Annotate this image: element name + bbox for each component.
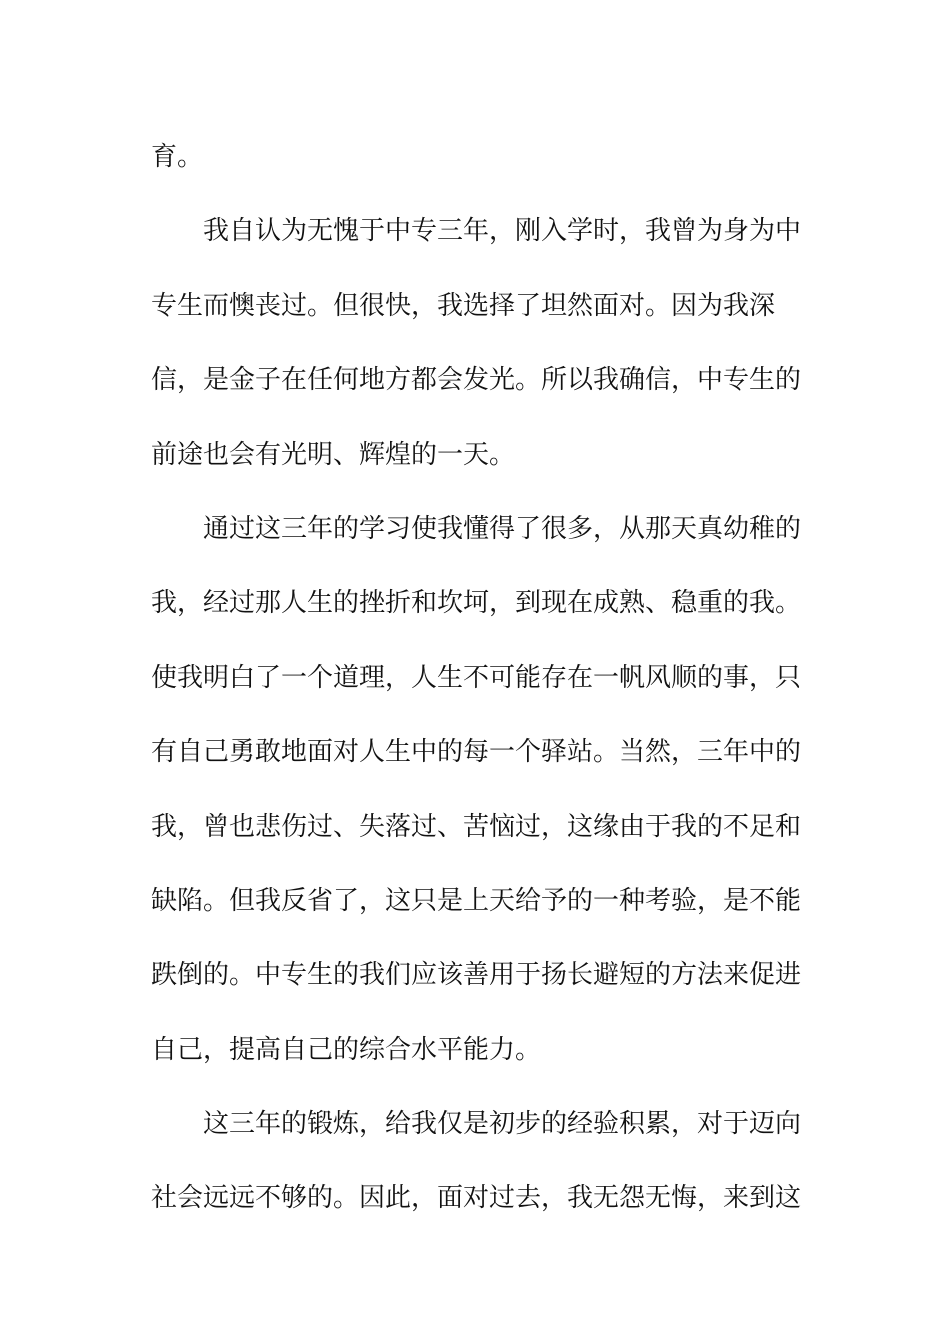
text-line: 跌倒的。中专生的我们应该善用于扬长避短的方法来促进 (151, 960, 801, 991)
text-line: 使我明白了一个道理，人生不可能存在一帆风顺的事，只 (151, 662, 801, 693)
text-line: 信，是金子在任何地方都会发光。所以我确信，中专生的 (151, 365, 801, 396)
paragraph-first-line: 通过这三年的学习使我懂得了很多，从那天真幼稚的 (203, 513, 801, 544)
text-line: 社会远远不够的。因此，面对过去，我无怨无悔，来到这 (151, 1183, 801, 1214)
text-line: 育。 (151, 142, 204, 172)
text-line: 我，曾也悲伤过、失落过、苦恼过，这缘由于我的不足和 (151, 811, 801, 842)
text-line: 专生而懊丧过。但很快，我选择了坦然面对。因为我深 (151, 290, 776, 321)
paragraph-first-line: 我自认为无愧于中专三年，刚入学时，我曾为身为中 (203, 216, 801, 247)
text-line: 有自己勇敢地面对人生中的每一个驿站。当然，三年中的 (151, 737, 801, 768)
text-line: 自己，提高自己的综合水平能力。 (151, 1034, 542, 1065)
text-line: 缺陷。但我反省了，这只是上天给予的一种考验，是不能 (151, 885, 801, 916)
paragraph-first-line: 这三年的锻炼，给我仅是初步的经验积累，对于迈向 (203, 1109, 801, 1140)
text-line: 我，经过那人生的挫折和坎坷，到现在成熟、稳重的我。 (151, 588, 801, 619)
text-line: 前途也会有光明、辉煌的一天。 (151, 439, 516, 470)
body-text (151, 120, 801, 1236)
